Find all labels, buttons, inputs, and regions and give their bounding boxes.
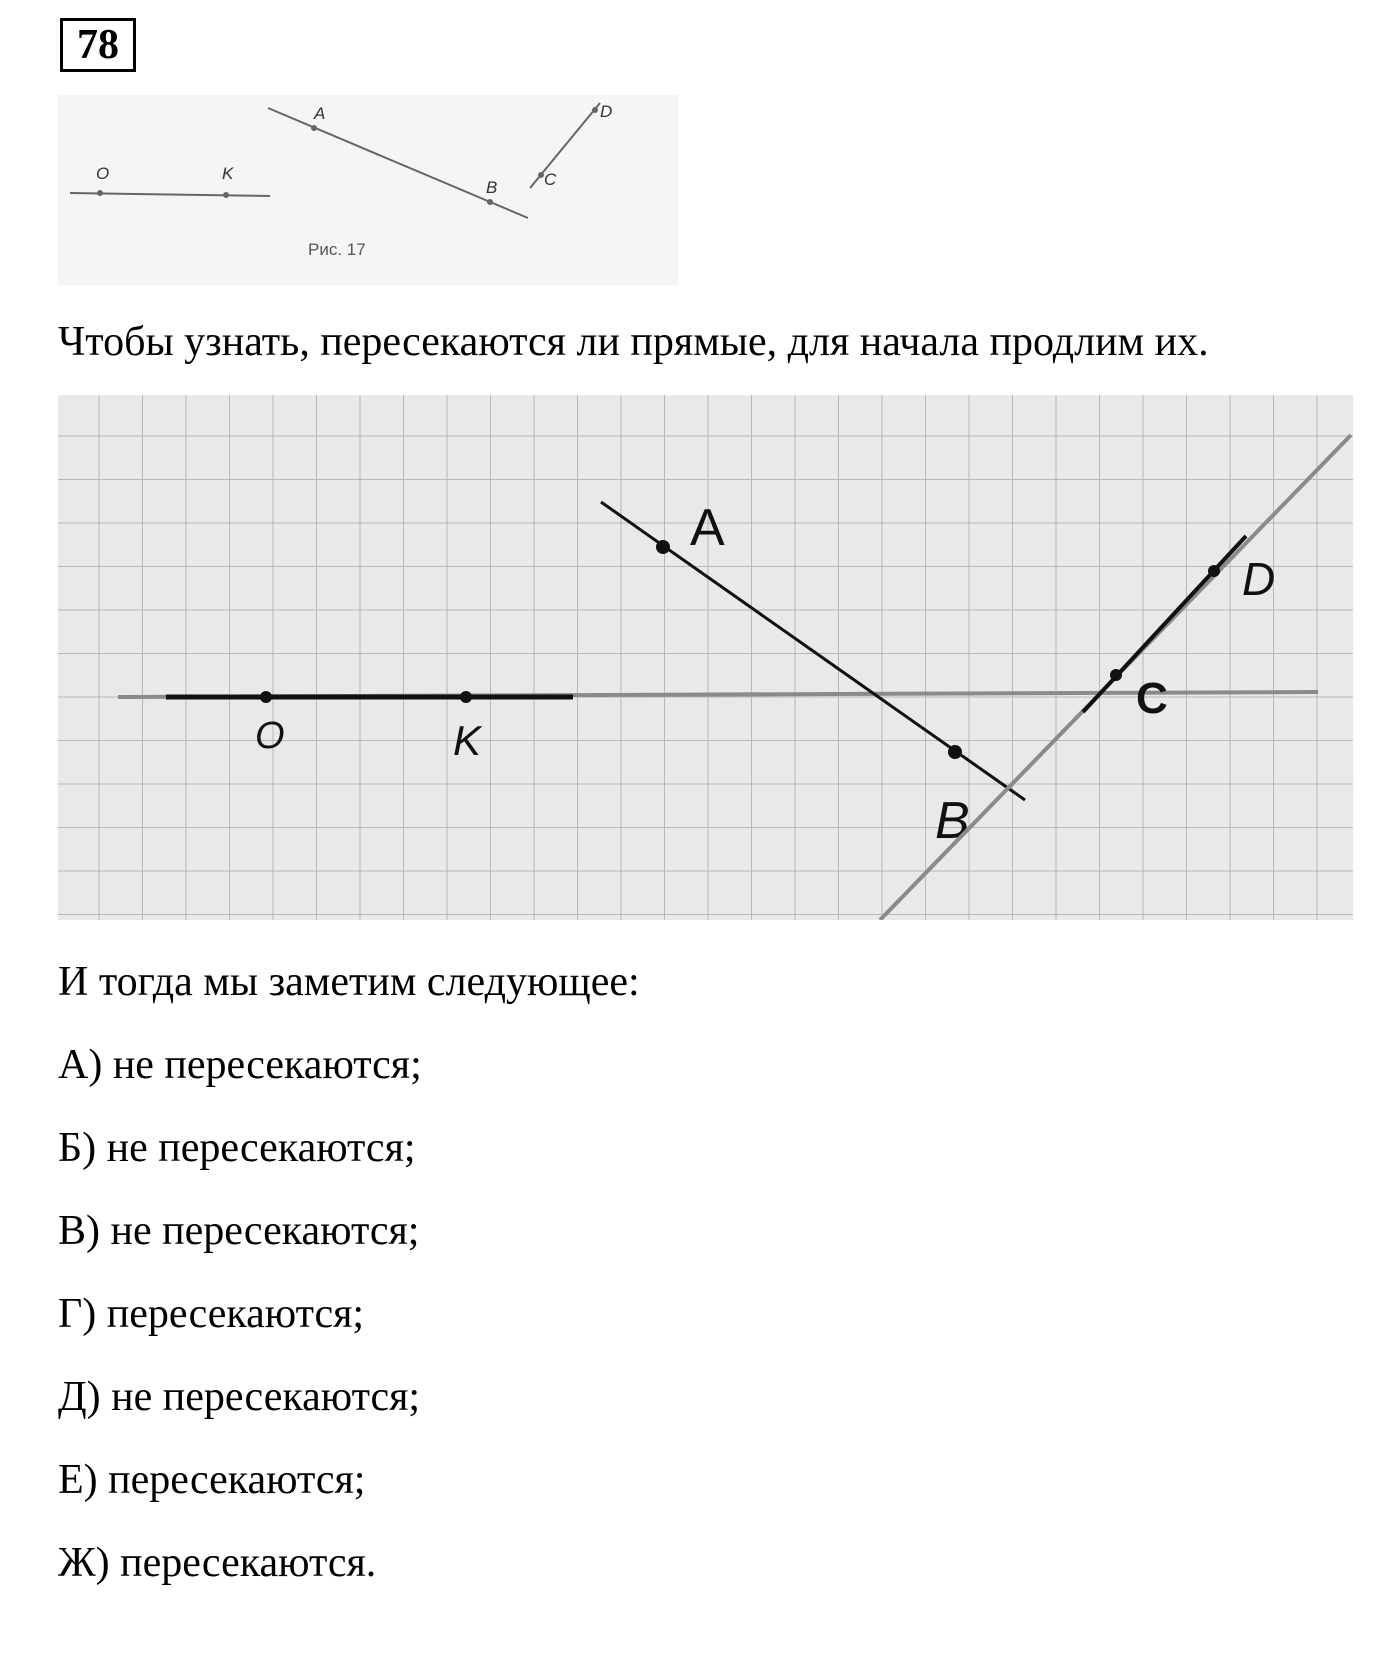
point-o (260, 691, 272, 703)
label-b: B (935, 792, 970, 850)
point-b (487, 199, 493, 205)
label-c: C (544, 170, 557, 189)
label-d: D (1242, 553, 1276, 605)
intro-text: Чтобы узнать, пересекаются ли прямые, для начала продлим их. (58, 319, 1209, 365)
point-b (948, 745, 962, 759)
answer-a: А) не пересекаются; (58, 1042, 422, 1088)
point-c (1110, 669, 1122, 681)
answer-d: Д) не пересекаются; (58, 1374, 421, 1420)
point-o (97, 190, 103, 196)
answer-zh: Ж) пересекаются. (58, 1540, 377, 1586)
problem-number: 78 (60, 18, 136, 72)
point-a (311, 125, 317, 131)
conclusion-text: И тогда мы заметим следующее: (58, 959, 640, 1005)
label-o: O (96, 164, 110, 183)
label-c: C (1136, 674, 1168, 723)
answer-v: В) не пересекаются; (58, 1208, 420, 1254)
label-d: D (600, 102, 613, 121)
label-a: A (314, 104, 326, 123)
figure-caption: Рис. 17 (308, 240, 366, 259)
label-b: B (486, 178, 498, 197)
label-k: K (453, 717, 482, 764)
label-k: K (222, 164, 234, 183)
point-d (1208, 565, 1220, 577)
point-k (223, 192, 229, 198)
answer-g: Г) пересекаются; (58, 1291, 365, 1337)
handdrawn-figure (58, 395, 1353, 920)
answer-b: Б) не пересекаются; (58, 1125, 416, 1171)
label-o: O (255, 715, 285, 757)
point-k (460, 691, 472, 703)
point-a (656, 540, 670, 554)
textbook-figure (58, 95, 678, 285)
point-d (592, 107, 598, 113)
label-a: A (690, 499, 725, 557)
answer-e: Е) пересекаются; (58, 1457, 366, 1503)
